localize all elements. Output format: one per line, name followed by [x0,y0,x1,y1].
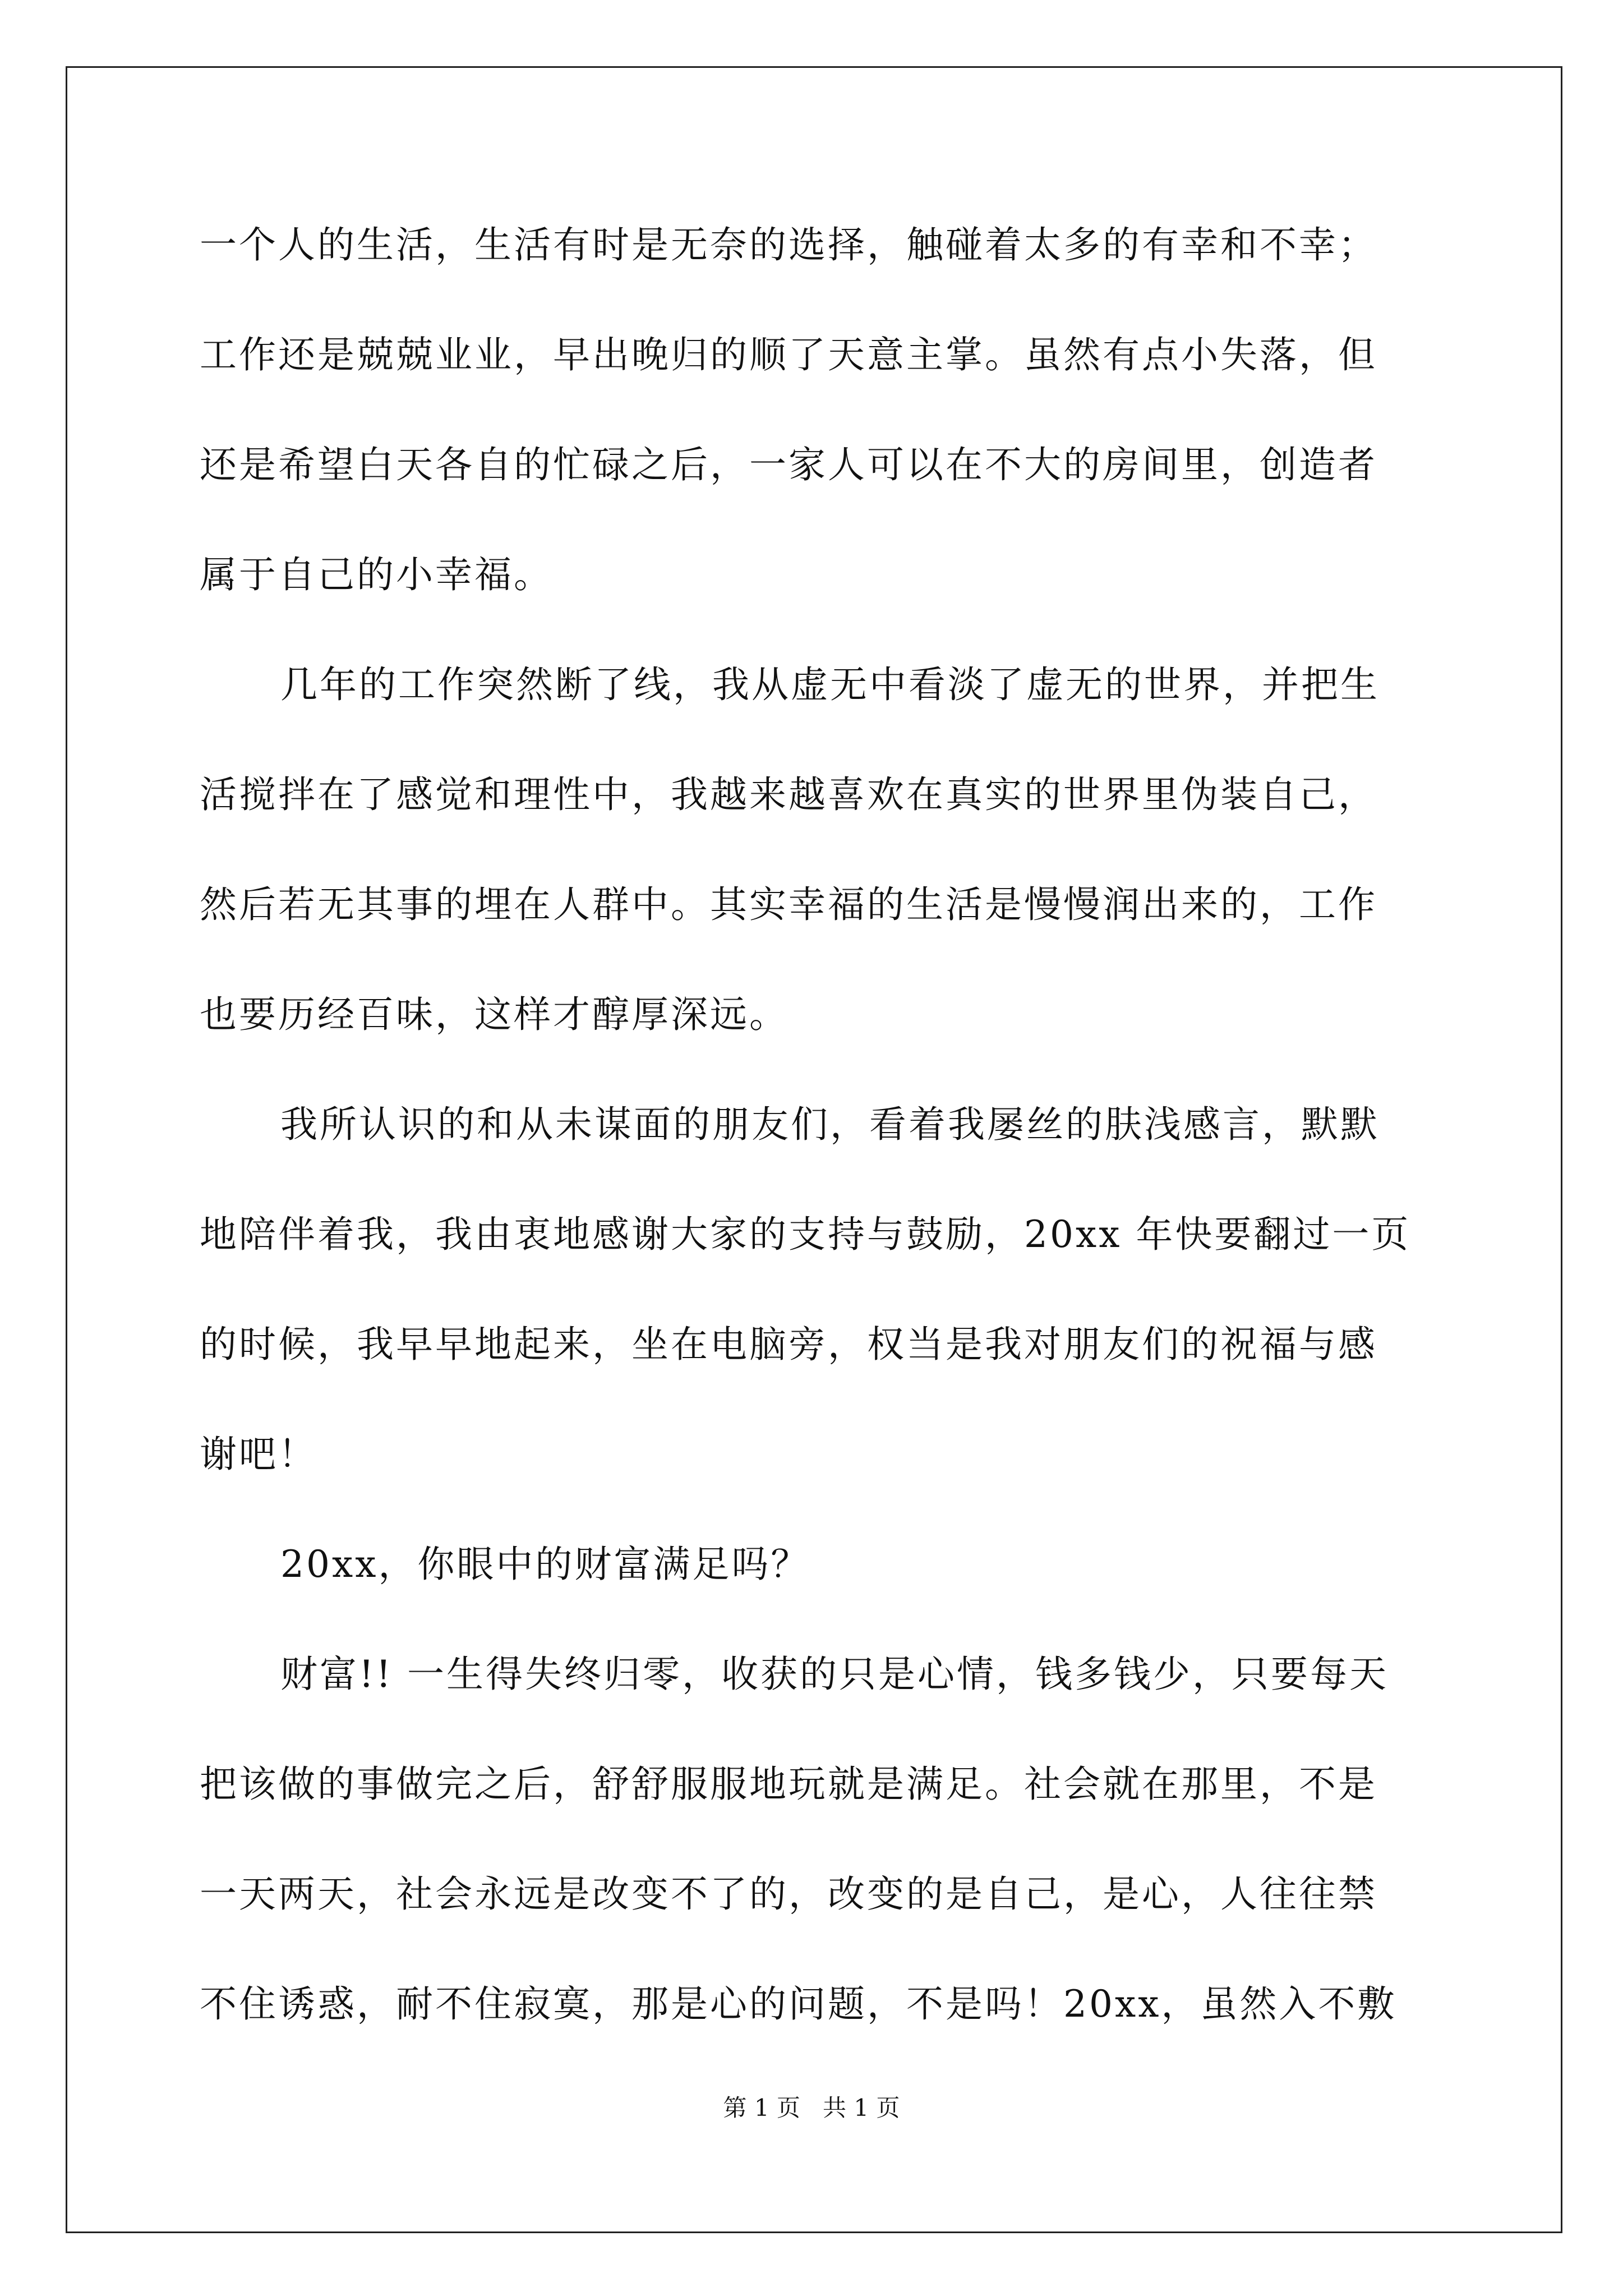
paragraph-line: 谢吧！ [200,1433,317,1476]
paragraph-line: 还是希望白天各自的忙碌之后，一家人可以在不大的房间里，创造者 [200,443,1377,486]
paragraph-line: 几年的工作突然断了线，我从虚无中看淡了虚无的世界，并把生 [280,663,1380,706]
paragraph-line: 属于自己的小幸福。 [200,553,553,596]
paragraph-line: 地陪伴着我，我由衷地感谢大家的支持与鼓励，20xx 年快要翻过一页 [200,1213,1411,1256]
paragraph-line: 工作还是兢兢业业，早出晚归的顺了天意主掌。虽然有点小失落，但 [200,333,1377,376]
page-number-footer: 第 1 页 共 1 页 [723,2094,900,2122]
paragraph-line: 财富!! 一生得失终归零，收获的只是心情，钱多钱少，只要每天 [280,1653,1389,1696]
paragraph-line: 20xx，你眼中的财富满足吗？ [280,1543,810,1586]
paragraph-line: 的时候，我早早地起来，坐在电脑旁，权当是我对朋友们的祝福与感 [200,1323,1377,1366]
paragraph-line: 活搅拌在了感觉和理性中，我越来越喜欢在真实的世界里伪装自己， [200,773,1377,816]
paragraph-line: 一个人的生活，生活有时是无奈的选择，触碰着太多的有幸和不幸； [200,223,1377,266]
paragraph-line: 也要历经百味，这样才醇厚深远。 [200,993,789,1036]
paragraph-line: 把该做的事做完之后，舒舒服服地玩就是满足。社会就在那里，不是 [200,1763,1377,1806]
paragraph-line: 然后若无其事的埋在人群中。其实幸福的生活是慢慢润出来的，工作 [200,883,1377,926]
paragraph-line: 我所认识的和从未谋面的朋友们，看着我屡丝的肤浅感言，默默 [280,1103,1380,1146]
paragraph-line: 不住诱惑，耐不住寂寞，那是心的问题，不是吗！20xx，虽然入不敷 [200,1982,1397,2026]
paragraph-line: 一天两天，社会永远是改变不了的，改变的是自己，是心，人往往禁 [200,1872,1377,1916]
